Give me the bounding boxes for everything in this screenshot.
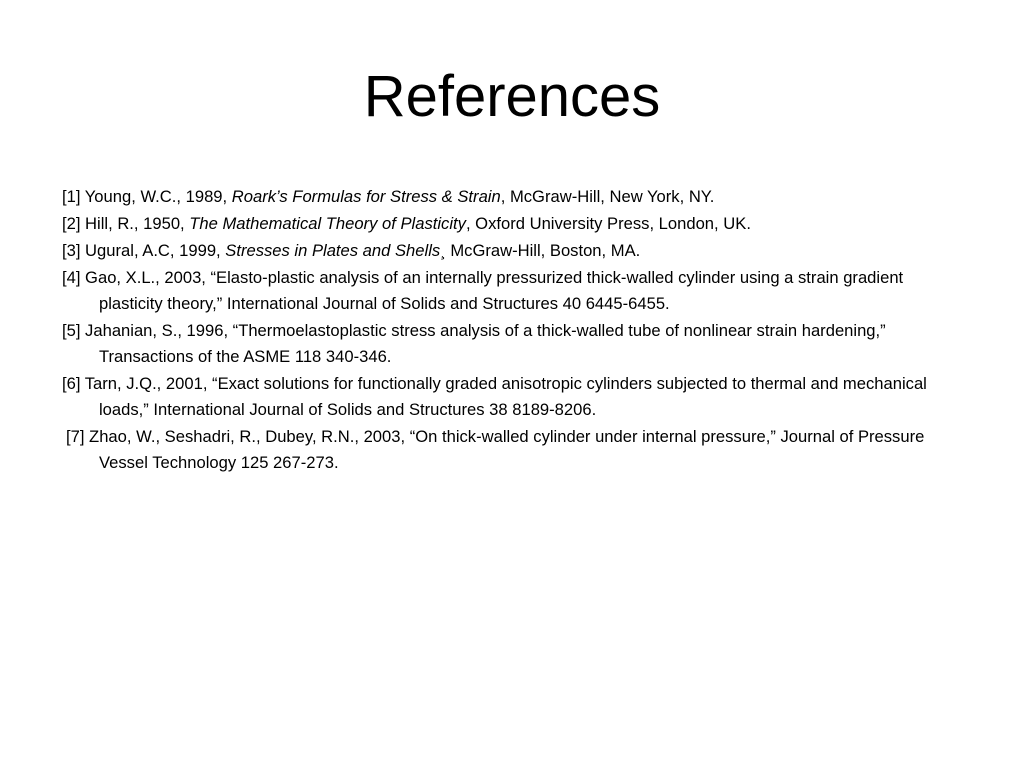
reference-text: [4] Gao, X.L., 2003, “Elasto-plastic analysis of an internally pressurized thick-walled cylinder using a strain gradient plasticity theory,” International Journal of Solids and Structures 40 6445-6455.	[62, 268, 904, 313]
reference-title-italic: The Mathematical Theory of Plasticity	[189, 214, 466, 233]
reference-item-5	[62, 318, 967, 370]
reference-text: [2] Hill, R., 1950,	[62, 214, 190, 233]
reference-item-2	[62, 211, 967, 237]
reference-text: [6] Tarn, J.Q., 2001, “Exact solutions for functionally graded anisotropic cylinders subjected to thermal and mechanical loads,” International Journal of Solids and Structures 38 8189-8206.	[62, 374, 927, 419]
reference-item-1	[62, 184, 967, 210]
reference-item-3	[62, 238, 967, 264]
slide-title: References	[363, 64, 661, 129]
reference-text: , Oxford University Press, London, UK.	[465, 214, 751, 233]
reference-text: [7] Zhao, W., Seshadri, R., Dubey, R.N., 2003, “On thick-walled cylinder under internal pressure,” Journal of Pressure Vessel Technology 125 267-273.	[66, 427, 925, 472]
reference-text: [5] Jahanian, S., 1996, “Thermoelastoplastic stress analysis of a thick-walled tube of nonlinear strain hardening,” Transactions of the ASME 118 340-346.	[62, 321, 886, 366]
reference-text: [3] Ugural, A.C, 1999,	[62, 241, 226, 260]
reference-title-italic: Roark’s Formulas for Stress & Strain	[231, 187, 501, 206]
reference-text: ¸ McGraw-Hill, Boston, MA.	[440, 241, 641, 260]
reference-text: [1] Young, W.C., 1989,	[62, 187, 232, 206]
reference-item-6	[62, 371, 967, 423]
reference-item-4	[62, 265, 967, 317]
reference-title-italic: Stresses in Plates and Shells	[225, 241, 441, 260]
reference-text: , McGraw-Hill, New York, NY.	[500, 187, 715, 206]
reference-list	[62, 184, 967, 477]
reference-item-7	[62, 424, 967, 476]
